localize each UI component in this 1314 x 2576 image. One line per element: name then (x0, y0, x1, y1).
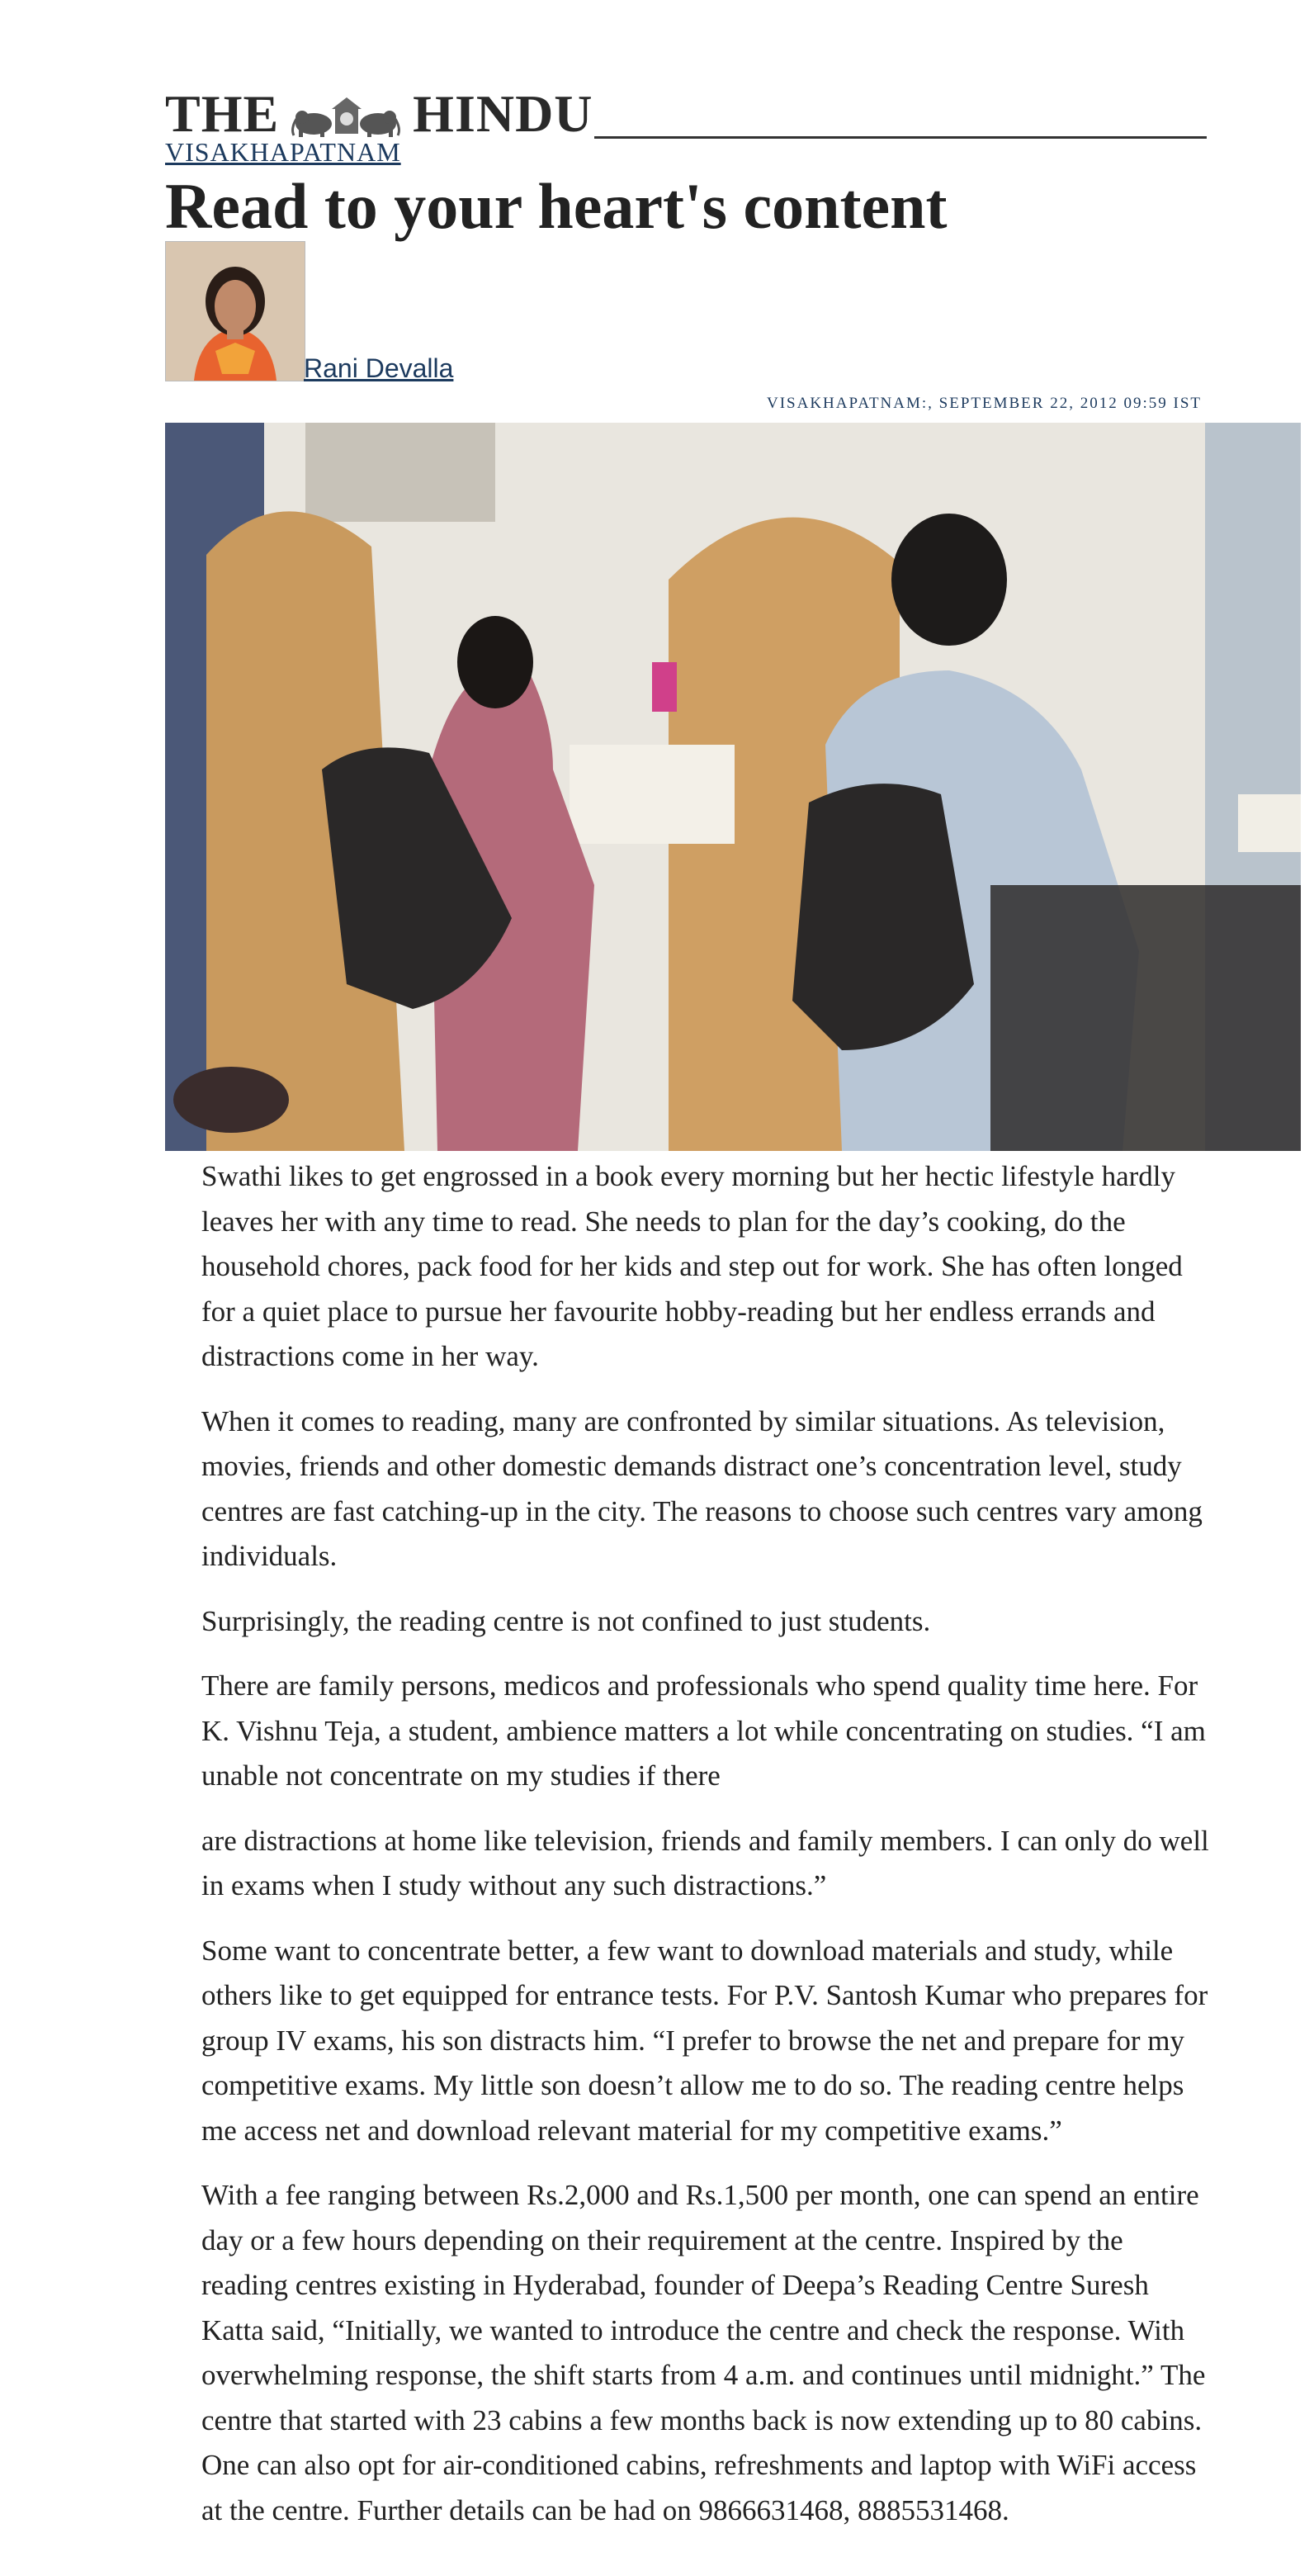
article-headline: Read to your heart's content (165, 170, 948, 242)
article-paragraph: Surprisingly, the reading centre is not confined to just students. (201, 1604, 931, 1637)
author-name-link[interactable]: Rani Devalla (304, 353, 454, 383)
article-paragraph: Swathi likes to get engrossed in a book every morning but her hectic lifestyle hardly leaves her with any time to read. She needs to plan for the day’s cooking, do the household chores, pack food for her kids and step out for work. She has often longed for a quiet place to pursue her favourite hobby-reading but her endless errands and distractions come in her way. (201, 1160, 1183, 1372)
dateline: VISAKHAPATNAM:, SEPTEMBER 22, 2012 09:59 IST (767, 395, 1202, 412)
article-paragraph: When it comes to reading, many are confronted by similar situations. As television, movies, friends and other domestic demands distract one’s concentration level, study centres are fast catching-up in the city. The reasons to choose such centres vary among individuals. (201, 1404, 1203, 1572)
logo-word-hindu: HINDU (413, 84, 593, 143)
article-paragraph: are distractions at home like television, friends and family members. I can only do well in exams when I study without any such distractions.” (201, 1824, 1209, 1901)
article-paragraph: There are family persons, medicos and professionals who spend quality time here. For K. Vishnu Teja, a student, ambience matters a lot while concentrating on studies. “I am unable not concentrate on my studies if there (201, 1669, 1206, 1792)
newspaper-logo[interactable] (165, 84, 593, 143)
masthead (165, 84, 1207, 143)
article-body (201, 1154, 1217, 2553)
author-portrait-icon (165, 241, 305, 381)
article-paragraph: Some want to concentrate better, a few want to download materials and study, while others like to get equipped for entrance tests. For P.V. Santosh Kumar who prepares for group IV exams, his son distracts him. “I prefer to browse the net and prepare for my competitive exams. My little son doesn’t allow me to do so. The reading centre helps me access net and download relevant material for my competitive exams.” (201, 1934, 1208, 2147)
edition-link[interactable]: VISAKHAPATNAM (165, 137, 401, 167)
article-paragraph: With a fee ranging between Rs.2,000 and Rs.1,500 per month, one can spend an entire day or a few hours depending on their requirement at the centre. Inspired by the reading centres existing in Hyderabad, founder of Deepa’s Reading Centre Suresh Katta said, “Initially, we wanted to introduce the centre and check the response. With overwhelming response, the shift starts from 4 a.m. and continues until midnight.” The centre that started with 23 cabins a few months back is now extending up to 80 cabins. One can also opt for air-conditioned cabins, refreshments and laptop with WiFi access at the centre. Further details can be had on 9866631468, 8885531468. (201, 2179, 1206, 2526)
reading-centre-cabins-photo (165, 423, 1301, 1151)
logo-word-the: THE (165, 84, 280, 143)
masthead-rule (594, 136, 1207, 139)
elephant-emblem-icon (284, 96, 408, 139)
